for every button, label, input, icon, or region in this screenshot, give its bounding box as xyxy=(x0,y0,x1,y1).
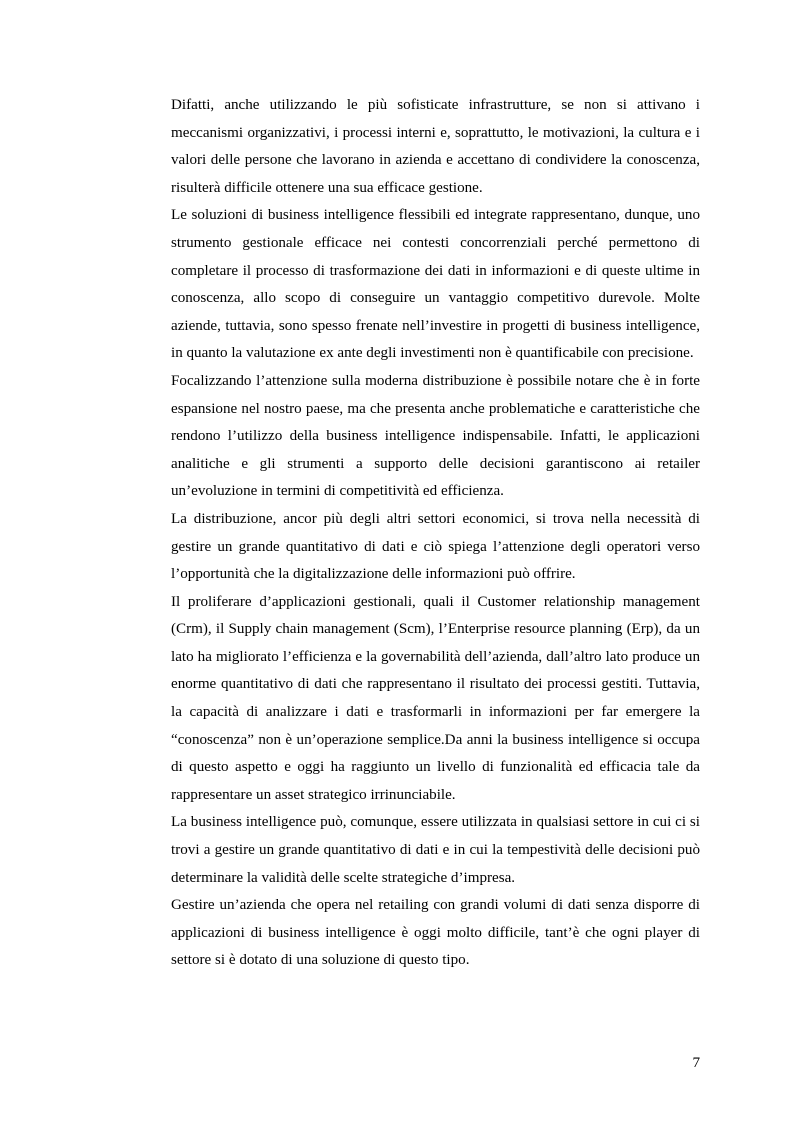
paragraph: Difatti, anche utilizzando le più sofisticate infrastrutture, se non si attivano i meccanismi organizzativi, i processi interni e, soprattutto, le motivazioni, la cultura e i valori delle persone che lavorano in azienda e accettano di condividere la conoscenza, risulterà difficile ottenere una sua efficace gestione. xyxy=(171,97,700,196)
paragraph: La business intelligence può, comunque, essere utilizzata in qualsiasi settore in cui ci si trovi a gestire un grande quantitativo di dati e in cui la tempestività delle decisioni può determinare la validità delle scelte strategiche d’impresa. xyxy=(171,814,700,886)
paragraph: Focalizzando l’attenzione sulla moderna distribuzione è possibile notare che è in forte espansione nel nostro paese, ma che presenta anche problematiche e caratteristiche che rendono l’utilizzo della business intelligence indispensabile. Infatti, le applicazioni analitiche e gli strumenti a supporto delle decisioni garantiscono ai retailer un’evoluzione in termini di competitività ed efficienza. xyxy=(171,372,700,500)
page-number: 7 xyxy=(692,1055,700,1071)
body-text xyxy=(171,92,700,975)
paragraph: Il proliferare d’applicazioni gestionali, quali il Customer relationship management (Crm), il Supply chain management (Scm), l’Enterprise resource planning (Erp), da un lato ha migliorato l’efficienza e la governabilità dell’azienda, dall’altro lato produce un enorme quantitativo di dati che rappresentano il risultato dei processi gestiti. Tuttavia, la capacità di analizzare i dati e trasformarli in informazioni per far emergere la “conoscenza” non è un’operazione semplice.Da anni la business intelligence si occupa di questo aspetto e oggi ha raggiunto un livello di funzionalità ed efficacia tale da rappresentare un asset strategico irrinunciabile. xyxy=(171,593,700,803)
paragraph: La distribuzione, ancor più degli altri settori economici, si trova nella necessità di gestire un grande quantitativo di dati e ciò spiega l’attenzione degli operatori verso l’opportunità che la digitalizzazione delle informazioni può offrire. xyxy=(171,510,700,583)
paragraph: Le soluzioni di business intelligence flessibili ed integrate rappresentano, dunque, uno strumento gestionale efficace nei contesti concorrenziali perché permettono di completare il processo di trasformazione dei dati in informazioni e di queste ultime in conoscenza, allo scopo di conseguire un vantaggio competitivo durevole. Molte aziende, tuttavia, sono spesso frenate nell’investire in progetti di business intelligence, in quanto la valutazione ex ante degli investimenti non è quantificabile con precisione. xyxy=(171,207,700,362)
paragraph: Gestire un’azienda che opera nel retailing con grandi volumi di dati senza disporre di applicazioni di business intelligence è oggi molto difficile, tant’è che ogni player di settore si è dotato di una soluzione di questo tipo. xyxy=(171,897,700,969)
